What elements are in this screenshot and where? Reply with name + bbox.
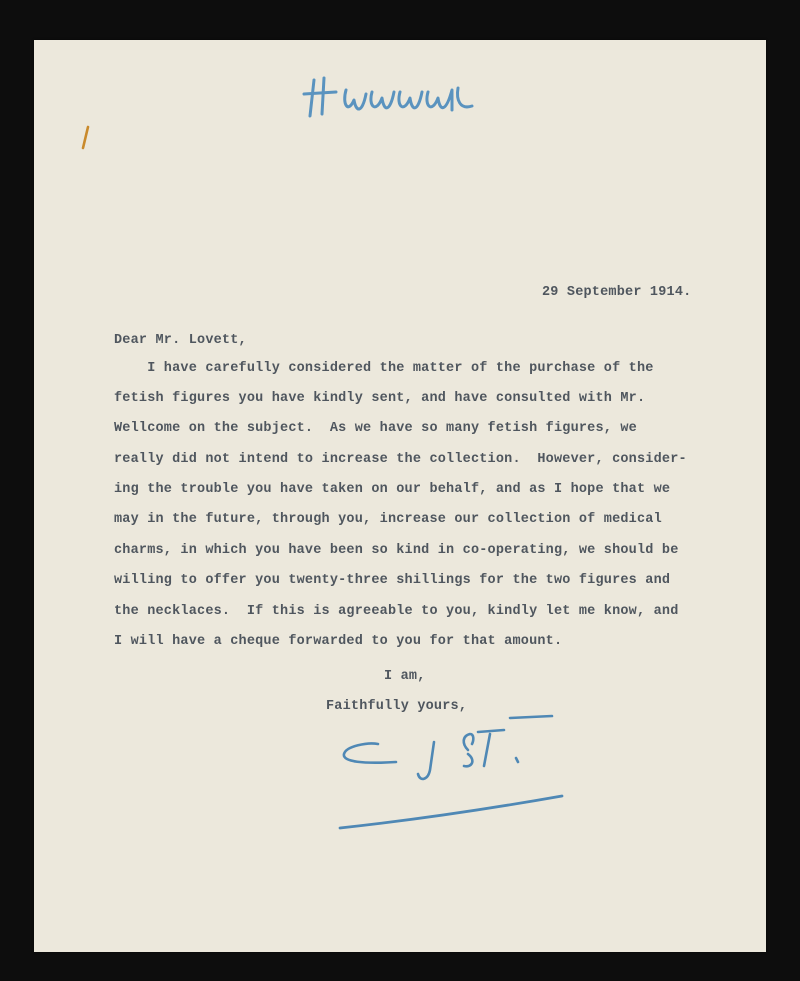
letter-salutation: Dear Mr. Lovett, — [114, 333, 247, 348]
body-line: willing to offer you twenty-three shillings for the two figures and — [114, 573, 671, 588]
body-line: may in the future, through you, increase our collection of medical — [114, 512, 662, 527]
body-line: charms, in which you have been so kind in co-operating, we should be — [114, 543, 679, 558]
body-line: ing the trouble you have taken on our behalf, and as I hope that we — [114, 482, 671, 497]
letter-date: 29 September 1914. — [542, 285, 692, 300]
closing-faithfully: Faithfully yours, — [326, 699, 468, 714]
body-line: really did not intend to increase the collection. However, consider- — [114, 452, 687, 467]
letter-sheet — [34, 40, 766, 952]
margin-pencil-mark — [78, 124, 94, 152]
body-line: I have carefully considered the matter of the purchase of the — [114, 361, 654, 376]
handwritten-signature — [334, 710, 574, 840]
body-line: Wellcome on the subject. As we have so many fetish figures, we — [114, 421, 637, 436]
body-line: fetish figures you have kindly sent, and have consulted with Mr. — [114, 391, 646, 406]
body-line: the necklaces. If this is agreeable to you, kindly let me know, and — [114, 604, 679, 619]
handwritten-annotation — [302, 70, 522, 130]
body-line: I will have a cheque forwarded to you for that amount. — [114, 634, 563, 649]
closing-i-am: I am, — [384, 669, 426, 684]
